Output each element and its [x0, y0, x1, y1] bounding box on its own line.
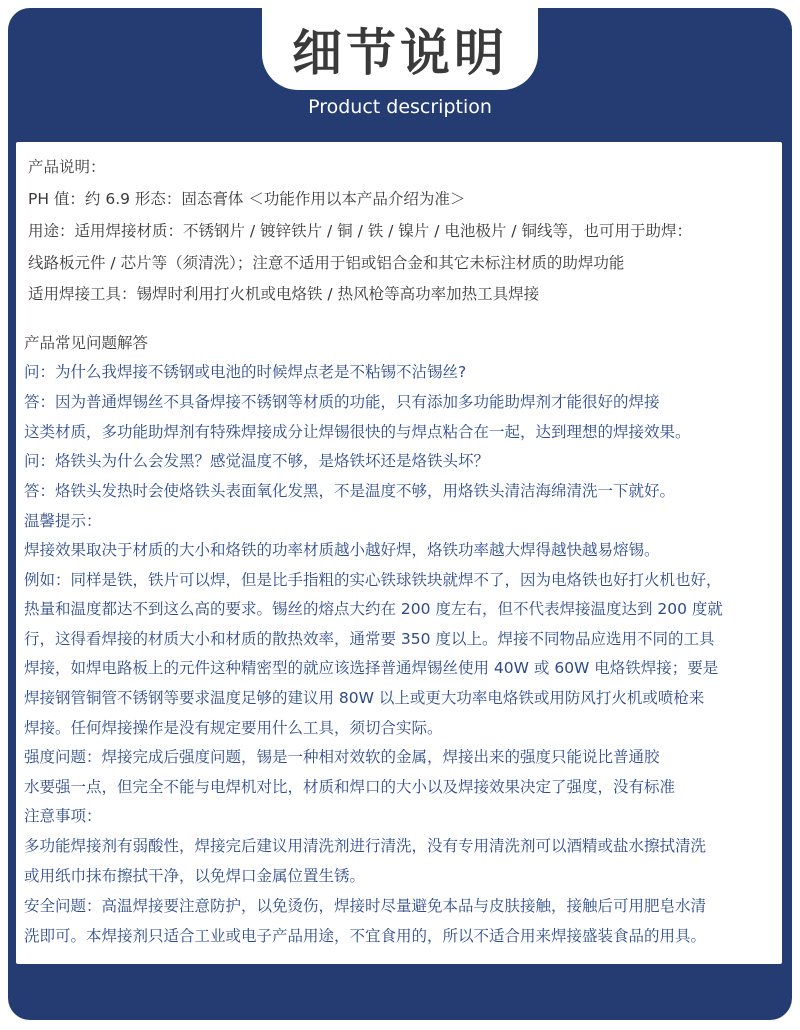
- faq-line: 强度问题：焊接完成后强度问题，锡是一种相对效软的金属，焊接出来的强度只能说比普通胶: [24, 748, 660, 766]
- notes-heading: 注意事项：: [24, 807, 102, 825]
- info-line: 用途：适用焊接材质：不锈钢片 / 镀锌铁片 / 铜 / 铁 / 镍片 / 电池极片 / 铜线等，也可用于助焊：: [28, 222, 692, 240]
- tips-heading: 温馨提示：: [24, 512, 102, 530]
- faq-line: 或用纸巾抹布擦拭干净，以免焊口金属位置生锈。: [24, 867, 366, 885]
- faq-line: 水要强一点，但完全不能与电焊机对比，材质和焊口的大小以及焊接效果决定了强度，没有标准: [24, 778, 676, 796]
- info-line: PH 值：约 6.9 形态：固态膏体 ＜功能作用以本产品介绍为准＞: [28, 190, 466, 208]
- title-tab: [262, 8, 538, 90]
- faq-line: 热量和温度都达不到这么高的要求。锡丝的熔点大约在 200 度左右，但不代表焊接温度达到 200 度就: [24, 600, 723, 618]
- faq-line: 问：为什么我焊接不锈钢或电池的时候焊点老是不粘锡不沾锡丝?: [24, 363, 467, 381]
- faq-heading: 产品常见问题解答: [24, 334, 149, 352]
- info-line: 线路板元件 / 芯片等（须清洗）；注意不适用于铝或铝合金和其它未标注材质的助焊功能: [28, 254, 625, 272]
- info-line: 产品说明：: [28, 158, 106, 176]
- faq-line: 安全问题：高温焊接要注意防护，以免烫伤，焊接时尽量避免本品与皮肤接触，接触后可用肥皂水清: [24, 897, 707, 915]
- faq-line: 焊接，如焊电路板上的元件这种精密型的就应该选择普通焊锡丝使用 40W 或 60W 电烙铁焊接；要是: [24, 659, 719, 677]
- faq-line: 问：烙铁头为什么会发黑？感觉温度不够，是烙铁坏还是烙铁头坏？: [24, 452, 490, 470]
- page-subtitle: Product description: [308, 96, 492, 118]
- faq-line: 这类材质，多功能助焊剂有特殊焊接成分让焊锡很快的与焊点粘合在一起，达到理想的焊接效果。: [24, 423, 691, 441]
- faq-line: 例如：同样是铁，铁片可以焊，但是比手指粗的实心铁球铁块就焊不了，因为电烙铁也好打火机也好，: [24, 571, 722, 589]
- faq-line: 洗即可。本焊接剂只适合工业或电子产品用途，不宜食用的，所以不适合用来焊接盛装食品的用具。: [24, 927, 707, 945]
- faq-line: 答：烙铁头发热时会使烙铁头表面氧化发黑，不是温度不够，用烙铁头清洁海绵清洗一下就好。: [24, 482, 676, 500]
- faq-line: 答：因为普通焊锡丝不具备焊接不锈钢等材质的功能，只有添加多功能助焊剂才能很好的焊接: [24, 393, 660, 411]
- content-panel: [16, 142, 782, 964]
- faq-line: 行，这得看焊接的材质大小和材质的散热效率，通常要 350 度以上。焊接不同物品应选用不同的工具: [24, 630, 715, 648]
- faq-line: 焊接效果取决于材质的大小和烙铁的功率材质越小越好焊，烙铁功率越大焊得越快越易熔锡。: [24, 541, 660, 559]
- faq-line: 焊接钢管铜管不锈钢等要求温度足够的建议用 80W 以上或更大功率电烙铁或用防风打火机或喷枪来: [24, 689, 705, 707]
- faq-line: 多功能焊接剂有弱酸性，焊接完后建议用清洗剂进行清洗，没有专用清洗剂可以酒精或盐水擦拭清洗: [24, 837, 707, 855]
- faq-line: 焊接。任何焊接操作是没有规定要用什么工具，须切合实际。: [24, 719, 443, 737]
- info-line: 适用焊接工具：锡焊时利用打火机或电烙铁 / 热风枪等高功率加热工具焊接: [28, 285, 540, 303]
- page-title: 细节说明: [292, 23, 508, 82]
